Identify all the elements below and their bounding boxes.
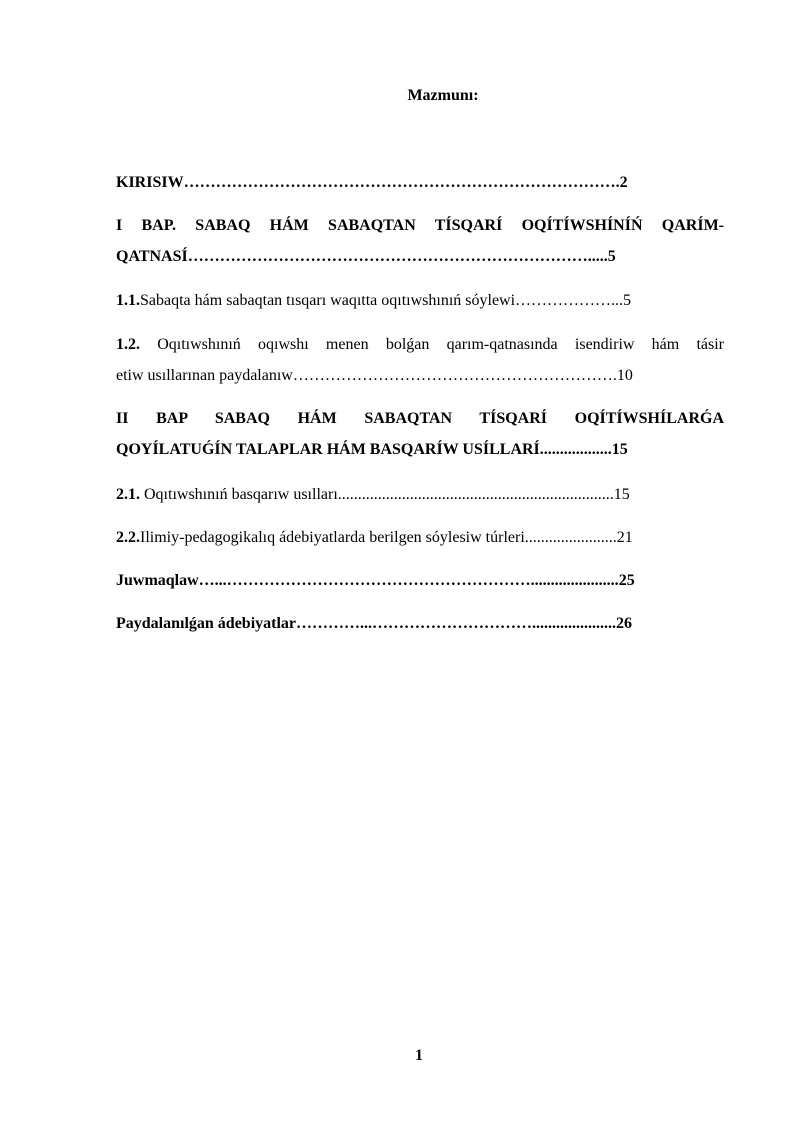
toc-references-page: 26 (616, 615, 633, 632)
toc-section-1-2-text-line-1: Oqıtıwshınıń oqıwshı menen bolǵan qarım-qatnasında isendiriw hám tásir (140, 336, 724, 353)
toc-section-1-1-number: 1.1. (116, 292, 140, 309)
toc-section-2-2-page: 21 (616, 529, 633, 546)
toc-section-1-1-page: 5 (623, 292, 632, 309)
toc-entry-section-2-1 (116, 485, 724, 505)
toc-entry-section-2-2 (116, 528, 724, 548)
toc-section-2-1-page: 15 (613, 486, 630, 503)
toc-intro-text: KIRISIW………………………………………………………………………. (116, 174, 620, 191)
page-title: Mazmunı: (407, 87, 479, 104)
toc-section-2-2-text: Ilimiy-pedagogikalıq ádebiyatlarda berilgen sóylesiw túrleri....................... (140, 529, 617, 546)
toc-entry-chapter-2-line-1: II BAP SABAQ HÁM SABAQTAN TÍSQARÍ OQÍTÍWSHÍLARǴA (116, 410, 724, 427)
toc-section-2-1-number: 2.1. (116, 486, 140, 503)
toc-conclusion-text: Juwmaqlaw…...…………………………………………………...................... (116, 572, 619, 589)
toc-section-1-1-text: Sabaqta hám sabaqtan tısqarı waqıtta oqıtıwshınıń sóylewi………………... (140, 292, 624, 309)
toc-entry-intro (116, 173, 724, 193)
toc-section-2-2-number: 2.2. (116, 529, 140, 546)
toc-section-1-2-number: 1.2. (116, 336, 140, 353)
toc-chapter-1-page: 5 (607, 248, 616, 265)
toc-chapter-2-text: QOYÍLATUǴÍN TALAPLAR HÁM BASQARÍW USÍLLARÍ.................. (116, 441, 612, 458)
toc-section-1-2-text-line-2: etiw usıllarınan paydalanıw……………………………………………………. (116, 367, 617, 384)
toc-entry-section-1-2-line-1 (116, 335, 724, 355)
toc-section-1-2-page: 10 (616, 367, 633, 384)
toc-conclusion-page: 25 (618, 572, 635, 589)
toc-entry-section-1-2-line-2 (116, 366, 724, 386)
toc-section-2-1-text: Oqıtıwshınıń basqarıw usılları..................................................................... (140, 486, 614, 503)
toc-entry-chapter-2-line-2 (116, 440, 724, 460)
toc-entry-chapter-1-line-2 (116, 247, 724, 267)
page-number: 1 (415, 1047, 423, 1064)
toc-chapter-2-page: 15 (611, 441, 628, 458)
toc-entry-conclusion (116, 571, 724, 591)
toc-entry-references (116, 614, 724, 634)
toc-entry-chapter-1-line-1: I BAP. SABAQ HÁM SABAQTAN TÍSQARÍ OQÍTÍWSHÍNÍŃ QARÍM- (116, 217, 724, 234)
toc-intro-page: 2 (619, 174, 628, 191)
toc-entry-section-1-1 (116, 291, 724, 311)
toc-references-text: Paydalanılǵan ádebiyatlar…………...…………………………..................... (116, 615, 617, 632)
toc-chapter-1-text: QATNASÍ…………………………………………………………………..... (116, 248, 608, 265)
